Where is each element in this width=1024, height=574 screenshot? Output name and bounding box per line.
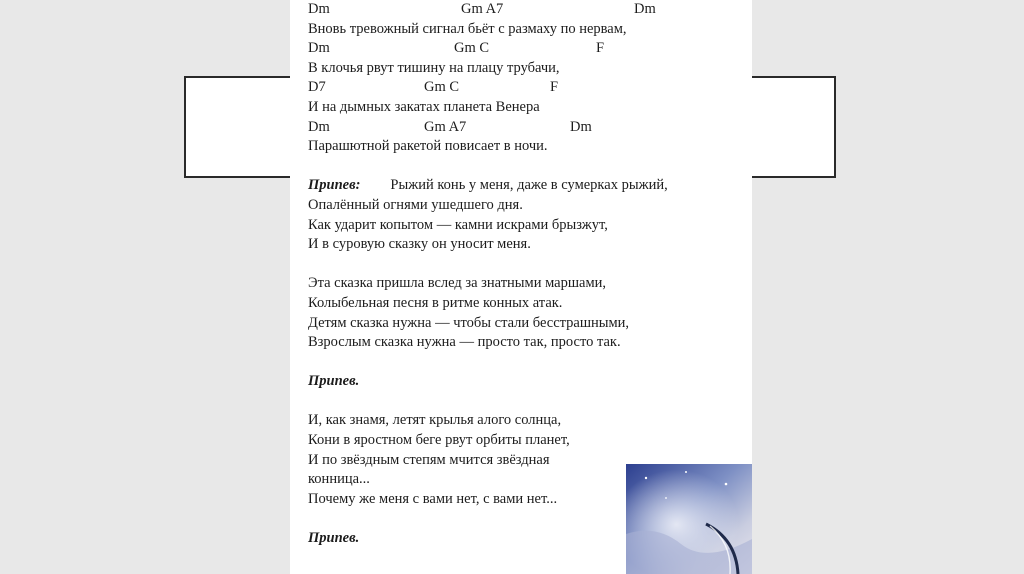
lyric-line: Взрослым сказка нужна — просто так, просто так. bbox=[308, 334, 621, 351]
lyric-line: Парашютной ракетой повисает в ночи. bbox=[308, 138, 548, 155]
lyric-line: Вновь тревожный сигнал бьёт с размаху по нервам, bbox=[308, 20, 627, 37]
refrain-label: Припев. bbox=[308, 373, 360, 390]
lyric-line: И в суровую сказку он уносит меня. bbox=[308, 236, 531, 253]
chord: F bbox=[596, 40, 605, 57]
refrain-label: Припев. bbox=[308, 530, 360, 547]
lyric-line: Детям сказка нужна — чтобы стали бесстрашными, bbox=[308, 314, 630, 331]
chord: Gm A7 bbox=[461, 1, 504, 17]
lyric-line: конница... bbox=[308, 471, 370, 488]
lyric-line: Рыжий конь у меня, даже в сумерках рыжий, bbox=[390, 177, 668, 194]
chord: Dm bbox=[570, 118, 592, 135]
lyric-line: Почему же меня с вами нет, с вами нет... bbox=[308, 490, 558, 507]
chord-line bbox=[308, 0, 748, 20]
spacer bbox=[308, 255, 748, 275]
lyric-line: И на дымных закатах планета Венера bbox=[308, 98, 540, 115]
chord: Dm bbox=[634, 1, 656, 17]
night-sky-illustration bbox=[626, 464, 752, 574]
lyric-line: Кони в яростном беге рвут орбиты планет, bbox=[308, 432, 570, 449]
chord: Dm bbox=[308, 40, 330, 57]
chorus-first-line bbox=[308, 176, 748, 196]
lyric-line: Колыбельная песня в ритме конных атак. bbox=[308, 294, 563, 311]
chord: Gm A7 bbox=[424, 118, 467, 135]
lyric-line: Как ударит копытом — камни искрами брызжут, bbox=[308, 216, 608, 233]
chord-line bbox=[308, 39, 748, 59]
lyric-line: И, как знамя, летят крылья алого солнца, bbox=[308, 412, 562, 429]
chord: D7 bbox=[308, 79, 326, 96]
chord-line bbox=[308, 78, 748, 98]
lyric-line: И по звёздным степям мчится звёздная bbox=[308, 451, 550, 468]
chord-line bbox=[308, 118, 748, 138]
lyric-line: Эта сказка пришла вслед за знатными маршами, bbox=[308, 275, 607, 292]
chord: Gm C bbox=[454, 40, 490, 57]
spacer bbox=[308, 392, 748, 412]
chord: Dm bbox=[308, 118, 330, 135]
chord: Gm C bbox=[424, 79, 460, 96]
lyric-line: В клочья рвут тишину на плацу трубачи, bbox=[308, 59, 560, 76]
spacer bbox=[308, 157, 748, 177]
chorus-label: Припев: bbox=[308, 177, 361, 194]
spacer bbox=[308, 353, 748, 373]
document-page bbox=[290, 0, 752, 574]
lyric-line: Опалённый огнями ушедшего дня. bbox=[308, 196, 523, 213]
chord: Dm bbox=[308, 1, 330, 17]
chord: F bbox=[550, 79, 559, 96]
